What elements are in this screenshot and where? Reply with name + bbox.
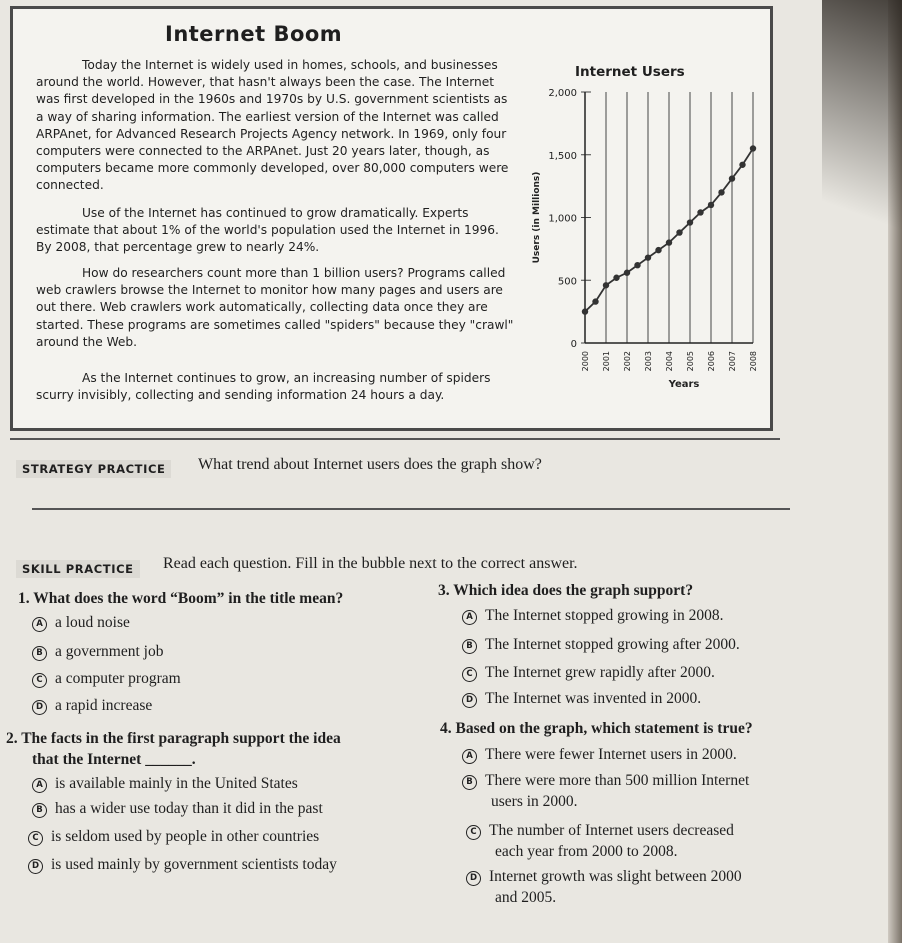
bubble-d[interactable]: D (28, 859, 43, 874)
x-tick-label: 2000 (581, 351, 590, 372)
data-point (750, 145, 756, 151)
bubble-b[interactable]: B (462, 639, 477, 654)
q3-option-a-text: The Internet stopped growing in 2008. (485, 607, 724, 624)
bubble-b[interactable]: B (32, 646, 47, 661)
q4-option-c-text: The number of Internet users decreased (489, 822, 734, 839)
y-tick-label: 1,000 (548, 213, 577, 225)
q4-option-a[interactable] (462, 746, 737, 764)
bubble-d[interactable]: D (466, 871, 481, 886)
data-point (687, 219, 693, 225)
bubble-c[interactable]: C (462, 667, 477, 682)
y-tick-label: 0 (570, 339, 577, 350)
data-point (666, 239, 672, 245)
strategy-practice-label: STRATEGY PRACTICE (16, 460, 171, 478)
q1-option-d-text: a rapid increase (55, 697, 153, 714)
q2-option-a-text: is available mainly in the United States (55, 775, 298, 792)
x-tick-label: 2005 (686, 351, 695, 372)
data-point (624, 270, 630, 276)
paragraph-1-text: Today the Internet is widely used in homes, schools, and businesses around the world. However, that hasn't always been the case. The Internet was first developed in the 1960s and 1970s by U.S. government scientists as a way of sharing information. The earliest version of the Internet was called ARPAnet, for Advanced Research Projects Agency network. In 1969, only four computers were connected to the ARPAnet. Just 20 years later, though, as computers became more commonly developed, over 80,000 computers were connected. (36, 58, 509, 193)
passage-title: Internet Boom (165, 22, 343, 46)
q2-option-b-text: has a wider use today than it did in the past (55, 800, 323, 817)
q4-option-c[interactable] (466, 822, 734, 840)
q3-option-c-text: The Internet grew rapidly after 2000. (485, 664, 715, 681)
data-point (718, 189, 724, 195)
q1-option-a[interactable] (32, 614, 130, 632)
x-axis-label: Years (668, 379, 700, 390)
y-tick-label: 500 (557, 276, 577, 288)
q1-option-c[interactable] (32, 670, 181, 688)
bubble-c[interactable]: C (28, 831, 43, 846)
bubble-a[interactable]: A (462, 610, 477, 625)
data-point (697, 209, 703, 215)
q2-option-a[interactable] (32, 775, 298, 793)
paragraph-4 (36, 370, 516, 404)
x-tick-label: 2004 (665, 351, 674, 372)
q2-option-b[interactable] (32, 800, 323, 818)
chart-title: Internet Users (575, 64, 685, 80)
bubble-c[interactable]: C (466, 825, 481, 840)
skill-practice-label: SKILL PRACTICE (16, 560, 140, 578)
q4-option-a-text: There were fewer Internet users in 2000. (485, 746, 737, 763)
data-point (739, 162, 745, 168)
data-point (592, 298, 598, 304)
q4-option-d-continuation: and 2005. (495, 889, 557, 906)
x-tick-label: 2007 (728, 351, 737, 372)
q3-option-b[interactable] (462, 636, 740, 654)
data-point (655, 247, 661, 253)
question-1: 1. What does the word “Boom” in the title mean? (18, 590, 344, 607)
data-point (676, 229, 682, 235)
data-point (645, 254, 651, 260)
paragraph-2-text: Use of the Internet has continued to grow dramatically. Experts estimate that about 1% of the world's population used the Internet in 1996. By 2008, that percentage grew to nearly 24%. (36, 206, 499, 255)
q4-option-b-text: There were more than 500 million Internet (485, 772, 750, 789)
q2-option-d[interactable] (28, 856, 337, 874)
x-tick-label: 2002 (623, 351, 632, 372)
data-point (634, 262, 640, 268)
q1-option-b-text: a government job (55, 643, 164, 660)
bubble-a[interactable]: A (32, 778, 47, 793)
bubble-d[interactable]: D (32, 700, 47, 715)
data-point (603, 282, 609, 288)
question-2: 2. The facts in the first paragraph support the idea (6, 730, 341, 747)
q4-option-d[interactable] (466, 868, 742, 886)
data-point (613, 275, 619, 281)
y-tick-label: 2,000 (548, 88, 577, 99)
answer-line[interactable] (32, 508, 790, 510)
skill-instructions: Read each question. Fill in the bubble next to the correct answer. (163, 555, 578, 572)
question-4: 4. Based on the graph, which statement is true? (440, 720, 753, 737)
x-tick-label: 2003 (644, 351, 653, 372)
q1-option-c-text: a computer program (55, 670, 181, 687)
q3-option-d-text: The Internet was invented in 2000. (485, 690, 702, 707)
q3-option-c[interactable] (462, 664, 715, 682)
q3-option-d[interactable] (462, 690, 701, 708)
background-shadow (822, 0, 902, 300)
question-2-continuation: that the Internet ______. (32, 751, 196, 768)
bubble-d[interactable]: D (462, 693, 477, 708)
x-tick-label: 2001 (602, 351, 611, 372)
paragraph-4-text: As the Internet continues to grow, an increasing number of spiders scurry invisibly, collecting and sending information 24 hours a day. (36, 371, 491, 403)
internet-users-chart (525, 78, 765, 408)
bubble-a[interactable]: A (32, 617, 47, 632)
q4-option-c-continuation: each year from 2000 to 2008. (495, 843, 678, 860)
bubble-c[interactable]: C (32, 673, 47, 688)
q1-option-d[interactable] (32, 697, 152, 715)
q2-option-d-text: is used mainly by government scientists today (51, 856, 337, 873)
bubble-b[interactable]: B (462, 775, 477, 790)
paragraph-3-text: How do researchers count more than 1 billion users? Programs called web crawlers browse the Internet to monitor how many pages and users are out there. Web crawlers work automatically, collecting data once they are started. These programs are sometimes called "spiders" because they "crawl" around the Web. (36, 266, 514, 349)
q3-option-a[interactable] (462, 607, 723, 625)
question-3: 3. Which idea does the graph support? (438, 582, 694, 599)
q4-option-d-text: Internet growth was slight between 2000 (489, 868, 742, 885)
strategy-question: What trend about Internet users does the graph show? (198, 456, 542, 473)
y-tick-label: 1,500 (548, 150, 577, 162)
paragraph-2 (36, 205, 516, 257)
bubble-b[interactable]: B (32, 803, 47, 818)
paragraph-1 (36, 57, 516, 195)
data-point (582, 308, 588, 314)
q1-option-b[interactable] (32, 643, 163, 661)
q4-option-b-continuation: users in 2000. (491, 793, 578, 810)
data-point (708, 202, 714, 208)
q3-option-b-text: The Internet stopped growing after 2000. (485, 636, 740, 653)
x-tick-label: 2006 (707, 351, 716, 372)
data-point (729, 175, 735, 181)
x-tick-label: 2008 (749, 351, 758, 372)
q2-option-c-text: is seldom used by people in other countries (51, 828, 320, 845)
bubble-a[interactable]: A (462, 749, 477, 764)
y-axis-label: Users (in Millions) (532, 171, 542, 264)
q2-option-c[interactable] (28, 828, 319, 846)
divider (10, 438, 780, 440)
q1-option-a-text: a loud noise (55, 614, 130, 631)
paragraph-3 (36, 265, 516, 351)
q4-option-b[interactable] (462, 772, 749, 790)
